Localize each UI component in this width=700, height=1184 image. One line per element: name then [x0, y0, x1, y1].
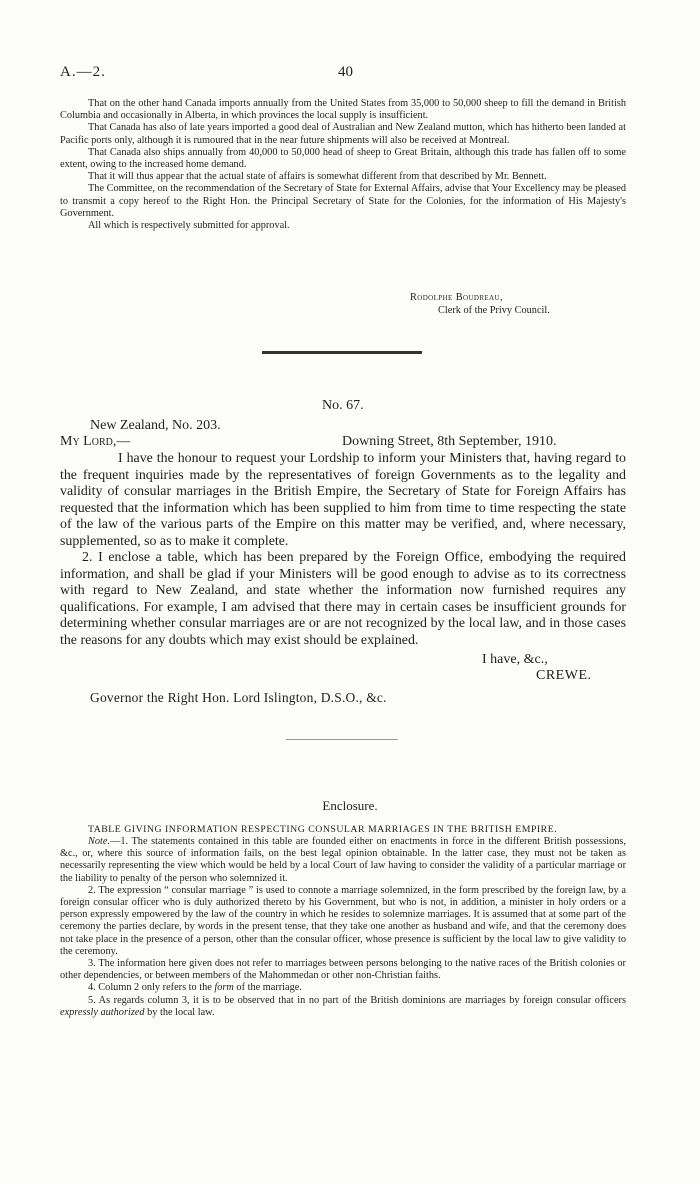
minute-paragraph: That Canada has also of late years imported a good deal of Australian and New Zealand mutton, which has hitherto been landed at Pacific ports only, although it is rumoured that in the near future shipments will also be received at Montreal. [60, 122, 626, 146]
dispatch-number: No. 67. [322, 398, 364, 413]
note-emphasis: form [214, 982, 234, 994]
dispatch-reference: New Zealand, No. 203. [90, 418, 221, 433]
table-title: TABLE GIVING INFORMATION RESPECTING CONSULAR MARRIAGES IN THE BRITISH EMPIRE. [88, 824, 558, 835]
dateline: Downing Street, 8th September, 1910. [342, 434, 557, 449]
page-number: 40 [338, 64, 353, 80]
note-paragraph [60, 995, 626, 1019]
note-text: 4. Column 2 only refers to the [88, 982, 215, 994]
note-paragraph [60, 982, 626, 994]
salutation [60, 434, 130, 450]
addressee: Governor the Right Hon. Lord Islington, D.S.O., &c. [90, 690, 387, 705]
section-divider [262, 351, 422, 354]
section-divider [286, 739, 398, 740]
note-label: Note. [88, 836, 111, 847]
minute-signature [410, 292, 550, 317]
minute-paragraph: That Canada also ships annually from 40,000 to 50,000 head of sheep to Great Britain, although this trade has fallen off to some extent, owing to the increased home demand. [60, 146, 626, 171]
enclosure-notes [60, 836, 626, 1019]
closing: I have, &c., [482, 652, 548, 667]
minute-paragraph: That on the other hand Canada imports annually from the United States from 35,000 to 50,000 sheep to fill the demand in British Columbia and occasionally in Alberta, in which provinces the local supply is insufficient. [60, 98, 626, 122]
dispatch-paragraph: I have the honour to request your Lordship to inform your Ministers that, having regard to the frequent inquiries made by the representatives of foreign Governments as to the legality and validity of consular marriages in the British Empire, the Secretary of State for Foreign Affairs has requested that the information which has been supplied to him from time to time respecting the state of the law of the various parts of the Empire on this matter may be verified, and, where necessary, supplemented, so as to make it complete. [60, 451, 626, 549]
signature-title: Clerk of the Privy Council. [438, 304, 550, 316]
note-emphasis: expressly authorized [60, 1006, 145, 1018]
note-text: —1. The statements contained in this table are founded either on enactments in force in the different British possessions, &c., or, where this source of information fails, on the best legal opinion obtainable. In the latter case, they must not be taken as necessarily representing the view which would be held by a local Court of law having to consider the validity of a particular marriage or the liability to penalty of the person who solemnized it. [60, 836, 626, 884]
note-paragraph: 2. The expression “ consular marriage ” is used to connote a marriage solemnized, in the form prescribed by the foreign law, by a foreign consular officer who is duly authorized thereto by his Government, but who is not, in addition, a minister in holy orders or a person expressly empowered by the law of the country in which he resides to solemnize marriages. It is assumed that at some part of the ceremony the parties declare, by words in the present tense, that they take one another as husband and wife, and that the ceremony does not take place in the presence of a person, other than the consular officer, whose presence is sufficient by the local law to give validity to the ceremony. [60, 884, 626, 957]
minute-paragraph: That it will thus appear that the actual state of affairs is somewhat different from that described by Mr. Bennett. [88, 171, 547, 183]
dispatch-paragraph: 2. I enclose a table, which has been prepared by the Foreign Office, embodying the required information, and shall be glad if your Ministers will be good enough to advise as to its correctness with regard to New Zealand, and state whether the information now furnished requires any qualifications. For example, I am advised that there may in certain cases be insufficient grounds for determining whether consular marriages are or are not recognized by the local law, and in those cases the reasons for any doubts which may exist should be explained. [60, 550, 626, 648]
parliamentary-paper-ref: A.—2. [60, 64, 106, 80]
note-paragraph: 3. The information here given does not refer to marriages between persons belonging to the native races of the British colonies or other dependencies, or between members of the Mahommedan or other non-Christian faiths. [60, 958, 626, 982]
minute-paragraph: All which is respectively submitted for approval. [88, 220, 290, 232]
salutation-text: My Lord,— [60, 434, 131, 449]
note-text: by the local law. [144, 1006, 215, 1018]
note-paragraph [60, 836, 626, 885]
minute-body [60, 98, 626, 232]
enclosure-heading: Enclosure. [322, 798, 378, 813]
signer: CREWE. [536, 668, 592, 683]
note-text: of the marriage. [233, 982, 302, 994]
dispatch-body [60, 451, 626, 649]
signature-name: Rodolphe Boudreau, [410, 292, 503, 303]
note-text: 5. As regards column 3, it is to be observed that in no part of the British dominions are marriages by foreign consular officers [88, 994, 626, 1006]
minute-paragraph: The Committee, on the recommendation of the Secretary of State for External Affairs, advise that Your Excellency may be pleased to transmit a copy hereof to the Right Hon. the Principal Secretary of State for the Colonies, for the information of His Majesty's Government. [60, 183, 626, 219]
